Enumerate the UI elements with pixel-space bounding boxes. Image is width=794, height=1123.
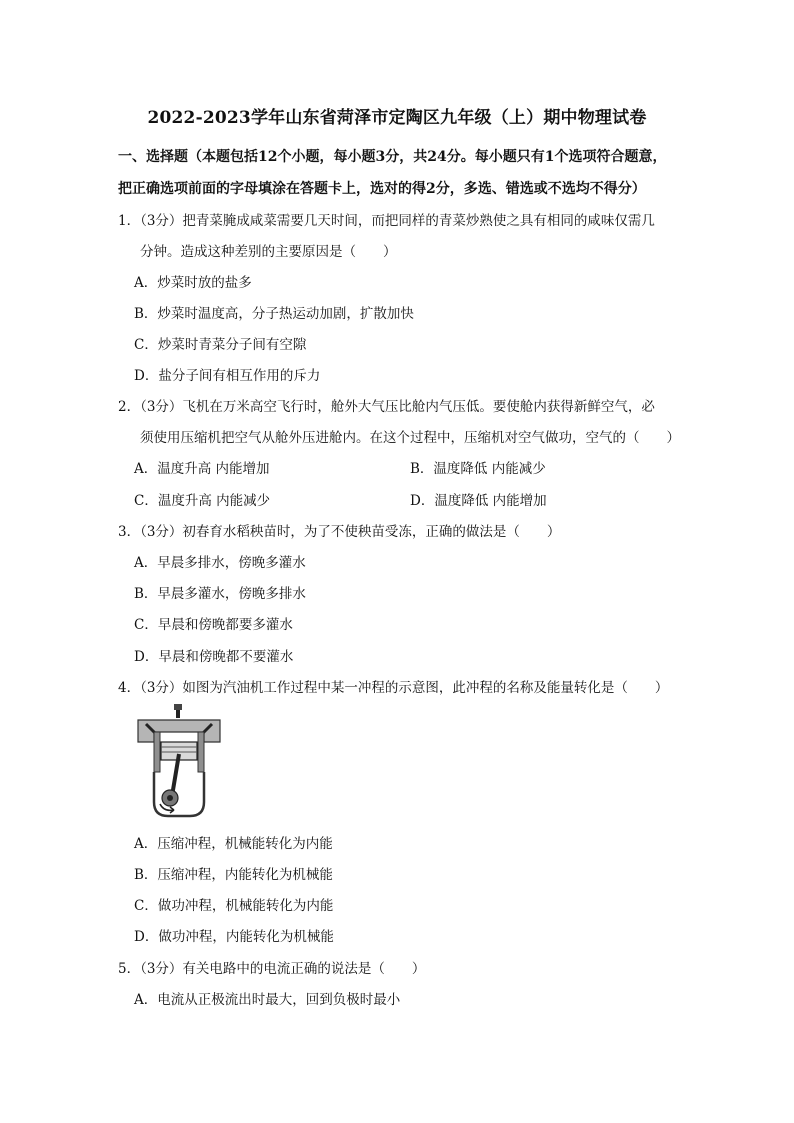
question-4-option-c[interactable]: C．做功冲程，机械能转化为内能: [134, 898, 334, 914]
section-instruction-line-1: 一、选择题（本题包括12个小题，每小题3分，共24分。每小题只有1个选项符合题意，: [118, 149, 667, 165]
question-1-option-a[interactable]: A．炒菜时放的盐多: [134, 275, 252, 291]
question-1-stem-line-1: 1．（3分）把青菜腌成咸菜需要几天时间，而把同样的青菜炒熟使之具有相同的咸味仅需几: [118, 213, 655, 229]
question-2-option-d[interactable]: D．温度降低 内能增加: [410, 493, 547, 509]
question-2-option-c[interactable]: C．温度升高 内能减少: [134, 493, 271, 509]
question-1-option-c[interactable]: C．炒菜时青菜分子间有空隙: [134, 337, 307, 353]
question-1-stem-line-2: 分钟。造成这种差别的主要原因是（ ）: [140, 244, 397, 260]
question-3-stem: 3．（3分）初春育水稻秧苗时，为了不使秧苗受冻，正确的做法是（ ）: [118, 524, 561, 540]
question-3-option-b[interactable]: B．早晨多灌水，傍晚多排水: [134, 586, 306, 602]
question-1-option-d[interactable]: D．盐分子间有相互作用的斥力: [134, 368, 321, 384]
question-3-option-a[interactable]: A．早晨多排水，傍晚多灌水: [134, 555, 306, 571]
question-2-option-b[interactable]: B．温度降低 内能减少: [410, 461, 546, 477]
question-4-option-d[interactable]: D．做功冲程，内能转化为机械能: [134, 929, 334, 945]
question-4-option-b[interactable]: B．压缩冲程，内能转化为机械能: [134, 867, 333, 883]
engine-stroke-diagram: [134, 702, 224, 820]
question-1-option-b[interactable]: B．炒菜时温度高，分子热运动加剧，扩散加快: [134, 306, 414, 322]
engine-diagram-svg: [134, 702, 224, 820]
question-5-stem: 5．（3分）有关电路中的电流正确的说法是（ ）: [118, 961, 426, 977]
question-4-option-a[interactable]: A．压缩冲程，机械能转化为内能: [134, 836, 333, 852]
question-3-option-c[interactable]: C．早晨和傍晚都要多灌水: [134, 617, 293, 633]
question-3-option-d[interactable]: D．早晨和傍晚都不要灌水: [134, 649, 294, 665]
question-2-stem-line-1: 2．（3分）飞机在万米高空飞行时，舱外大气压比舱内气压低。要使舱内获得新鲜空气，必: [118, 399, 655, 415]
question-2-stem-line-2: 须使用压缩机把空气从舱外压进舱内。在这个过程中，压缩机对空气做功，空气的（ ）: [140, 430, 680, 446]
section-instruction-line-2: 把正确选项前面的字母填涂在答题卡上，选对的得2分，多选、错选或不选均不得分）: [118, 181, 646, 197]
paper-title: 2022-2023学年山东省菏泽市定陶区九年级（上）期中物理试卷: [147, 108, 647, 128]
question-2-option-a[interactable]: A．温度升高 内能增加: [134, 461, 270, 477]
question-5-option-a[interactable]: A．电流从正极流出时最大，回到负极时最小: [134, 992, 401, 1008]
question-4-stem: 4．（3分）如图为汽油机工作过程中某一冲程的示意图，此冲程的名称及能量转化是（ ）: [118, 680, 669, 696]
